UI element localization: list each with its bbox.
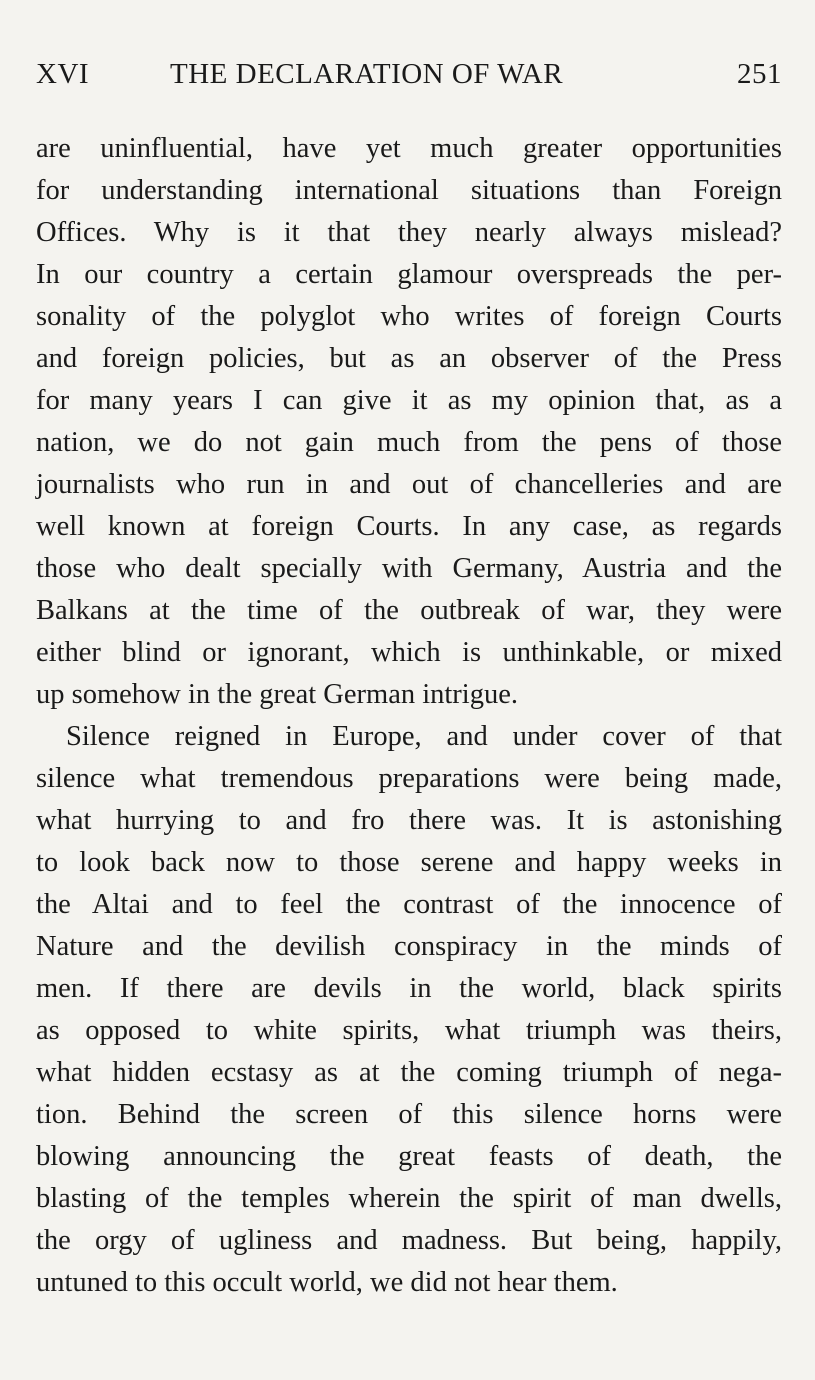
text-line: those who dealt specially with Germany, Austria and the <box>36 553 782 584</box>
text-line: blowing announcing the great feasts of death, the <box>36 1141 782 1172</box>
text-line: either blind or ignorant, which is unthinkable, or mixed <box>36 637 782 668</box>
paragraph <box>36 128 782 716</box>
text-line: untuned to this occult world, we did not hear them. <box>36 1267 618 1298</box>
text-line: the Altai and to feel the contrast of the innocence of <box>36 889 782 920</box>
text-line: men. If there are devils in the world, black spirits <box>36 973 782 1004</box>
text-line: nation, we do not gain much from the pens of those <box>36 427 782 458</box>
paragraph <box>36 716 782 1304</box>
text-line: and foreign policies, but as an observer of the Press <box>36 343 782 374</box>
text-line: to look back now to those serene and happy weeks in <box>36 847 782 878</box>
text-line: tion. Behind the screen of this silence horns were <box>36 1099 782 1130</box>
running-head <box>36 58 782 98</box>
page-number: 251 <box>737 58 782 90</box>
text-line: Offices. Why is it that they nearly always mislead? <box>36 217 782 248</box>
text-line: blasting of the temples wherein the spirit of man dwells, <box>36 1183 782 1214</box>
text-line: for understanding international situations than Foreign <box>36 175 782 206</box>
text-line: the orgy of ugliness and madness. But being, happily, <box>36 1225 782 1256</box>
text-line: In our country a certain glamour overspreads the per- <box>36 259 782 290</box>
text-line: for many years I can give it as my opinion that, as a <box>36 385 782 416</box>
text-line: what hidden ecstasy as at the coming triumph of nega- <box>36 1057 782 1088</box>
body-text <box>36 128 782 1304</box>
text-line: are uninfluential, have yet much greater opportunities <box>36 133 782 164</box>
text-line: sonality of the polyglot who writes of foreign Courts <box>36 301 782 332</box>
text-line: what hurrying to and fro there was. It is astonishing <box>36 805 782 836</box>
text-line: silence what tremendous preparations were being made, <box>36 763 782 794</box>
text-line: as opposed to white spirits, what triumph was theirs, <box>36 1015 782 1046</box>
text-line: up somehow in the great German intrigue. <box>36 679 518 710</box>
text-line: Silence reigned in Europe, and under cover of that <box>66 721 782 752</box>
text-line: journalists who run in and out of chancelleries and are <box>36 469 782 500</box>
text-line: Nature and the devilish conspiracy in the minds of <box>36 931 782 962</box>
text-line: Balkans at the time of the outbreak of war, they were <box>36 595 782 626</box>
text-line: well known at foreign Courts. In any case, as regards <box>36 511 782 542</box>
chapter-number: XVI <box>36 58 90 90</box>
chapter-title: THE DECLARATION OF WAR <box>170 58 564 90</box>
